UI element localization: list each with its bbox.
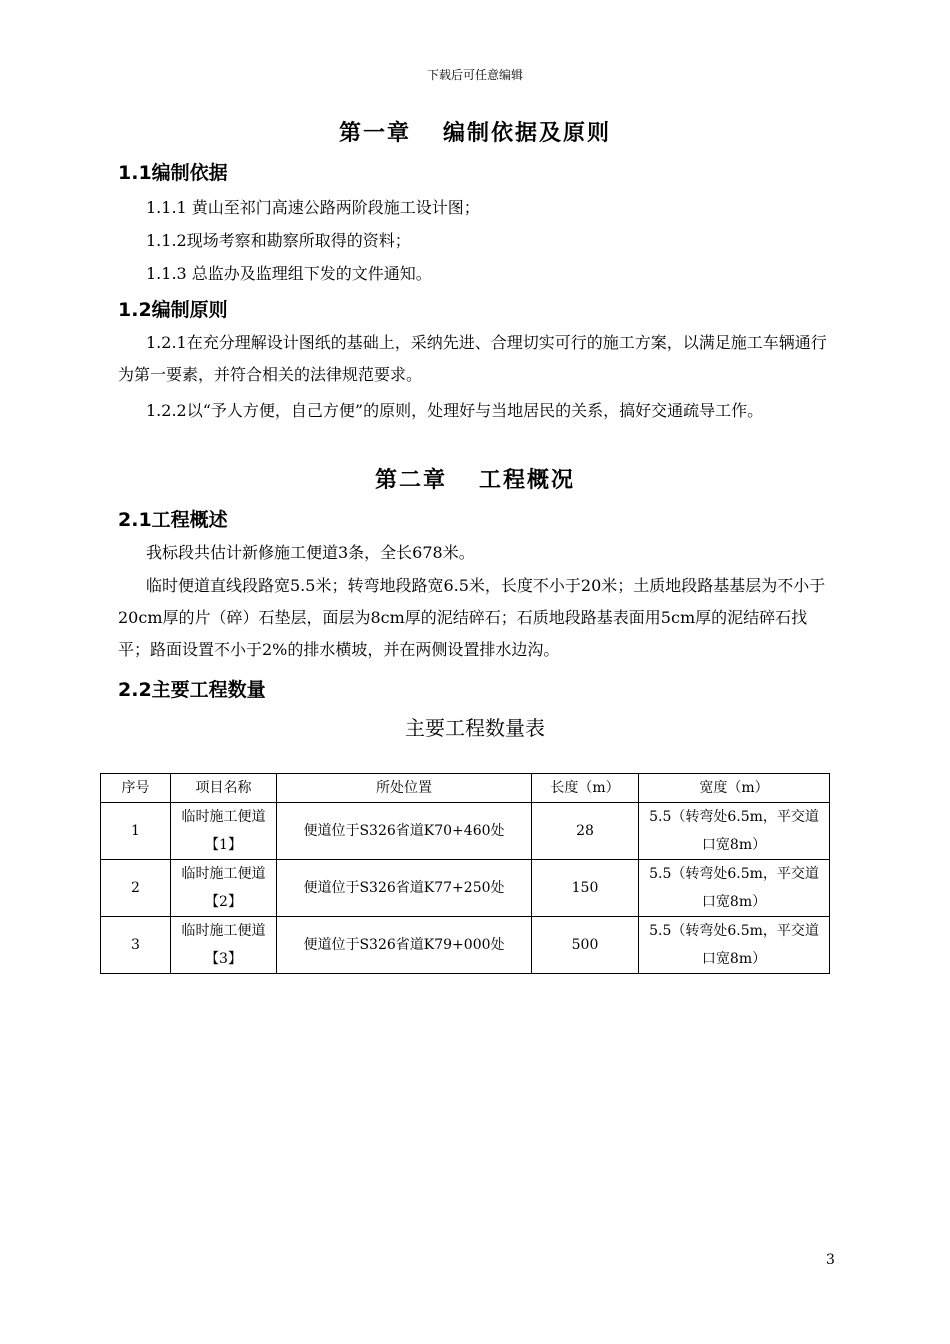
section-1-1-heading: 1.1编制依据 xyxy=(118,162,228,184)
cell-width: 5.5（转弯处6.5m，平交道口宽8m） xyxy=(639,917,830,974)
header-cell-index: 序号 xyxy=(101,774,171,803)
cell-name: 临时施工便道【3】 xyxy=(171,917,277,974)
section-2-2-heading: 2.2主要工程数量 xyxy=(118,679,266,701)
paragraph-2-1-1 xyxy=(118,537,838,569)
chapter-1-title: 编制依据及原则 xyxy=(443,121,612,146)
cell-name: 临时施工便道【2】 xyxy=(171,860,277,917)
chapter-2-title: 工程概况 xyxy=(479,468,576,493)
paragraph-1-1-2 xyxy=(118,225,838,257)
header-cell-location: 所处位置 xyxy=(277,774,532,803)
chapter-1-heading xyxy=(0,116,950,147)
cell-location: 便道位于S326省道K77+250处 xyxy=(277,860,532,917)
table-title: 主要工程数量表 xyxy=(405,716,545,740)
cell-name: 临时施工便道【1】 xyxy=(171,803,277,860)
cell-width: 5.5（转弯处6.5m，平交道口宽8m） xyxy=(639,803,830,860)
header-cell-name: 项目名称 xyxy=(171,774,277,803)
table-row xyxy=(101,860,830,917)
cell-index: 1 xyxy=(101,803,171,860)
paragraph-1-1-1-text: 1.1.1 黄山至祁门高速公路两阶段施工设计图； xyxy=(146,198,480,217)
quantity-table xyxy=(100,773,830,974)
cell-location: 便道位于S326省道K70+460处 xyxy=(277,803,532,860)
paragraph-2-1-1-text: 我标段共估计新修施工便道3条，全长678米。 xyxy=(146,543,475,562)
paragraph-2-1-2 xyxy=(118,570,838,666)
cell-length: 500 xyxy=(532,917,639,974)
table-row xyxy=(101,917,830,974)
cell-location: 便道位于S326省道K79+000处 xyxy=(277,917,532,974)
table-row xyxy=(101,803,830,860)
header-cell-width: 宽度（m） xyxy=(639,774,830,803)
section-2-1-heading: 2.1工程概述 xyxy=(118,509,228,531)
paragraph-1-1-3-text: 1.1.3 总监办及监理组下发的文件通知。 xyxy=(146,264,432,283)
chapter-2-heading xyxy=(0,463,950,494)
table-header-row xyxy=(101,774,830,803)
header-cell-length: 长度（m） xyxy=(532,774,639,803)
chapter-2-number: 第二章 xyxy=(374,468,447,493)
section-1-2-heading: 1.2编制原则 xyxy=(118,299,228,321)
paragraph-1-1-3 xyxy=(118,258,838,290)
header-note: 下载后可任意编辑 xyxy=(426,68,523,82)
cell-width: 5.5（转弯处6.5m，平交道口宽8m） xyxy=(639,860,830,917)
paragraph-1-2-1-text: 1.2.1在充分理解设计图纸的基础上，采纳先进、合理切实可行的施工方案，以满足施工车辆通行为第一要素，并符合相关的法律规范要求。 xyxy=(118,333,827,384)
paragraph-1-2-2-text: 1.2.2以“予人方便，自己方便”的原则，处理好与当地居民的关系，搞好交通疏导工作。 xyxy=(146,401,764,420)
cell-length: 150 xyxy=(532,860,639,917)
paragraph-1-1-2-text: 1.1.2现场考察和勘察所取得的资料； xyxy=(146,231,411,250)
paragraph-1-2-2 xyxy=(118,395,838,427)
paragraph-1-2-1 xyxy=(118,327,838,391)
paragraph-1-1-1 xyxy=(118,192,838,224)
paragraph-2-1-2-text: 临时便道直线段路宽5.5米；转弯地段路宽6.5米，长度不小于20米；土质地段路基基层为不小于20cm厚的片（碎）石垫层，面层为8cm厚的泥结碎石；石质地段路基表面用5cm厚的泥结碎石找平；路面设置不小于2%的排水横坡，并在两侧设置排水边沟。 xyxy=(118,576,826,659)
cell-index: 3 xyxy=(101,917,171,974)
chapter-1-number: 第一章 xyxy=(338,121,411,146)
cell-length: 28 xyxy=(532,803,639,860)
page-number: 3 xyxy=(826,1252,835,1268)
cell-index: 2 xyxy=(101,860,171,917)
